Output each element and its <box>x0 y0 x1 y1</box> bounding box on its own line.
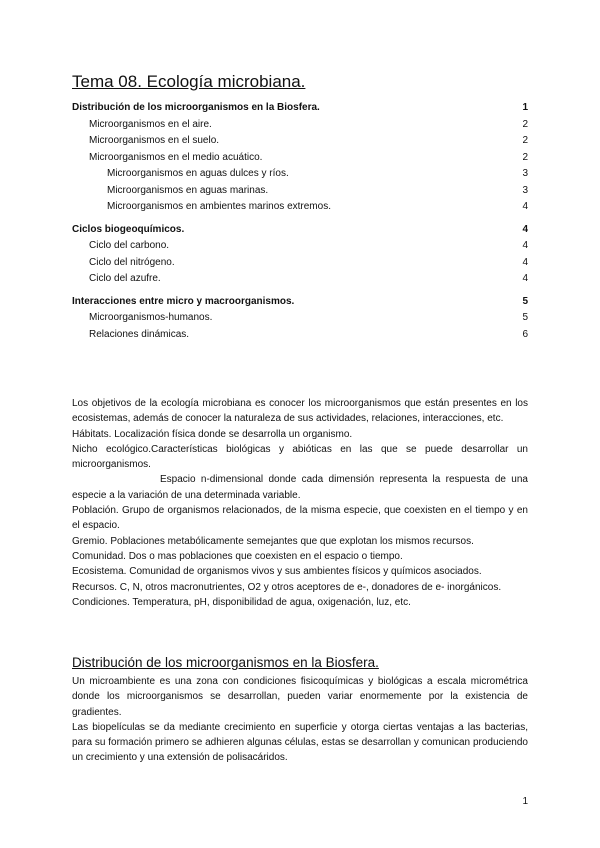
toc-entry-label: Ciclos biogeoquímicos. <box>72 223 185 235</box>
paragraph: Un microambiente es una zona con condiciones fisicoquímicas y biológicas a escala micrométrica donde los microorganismos se desarrollan, pueden variar enormemente por la existencia de gradientes. <box>72 676 528 718</box>
toc-entry[interactable] <box>72 117 528 134</box>
toc-entry-page: 4 <box>522 201 528 212</box>
toc-entry-label: Microorganismos en el aire. <box>89 118 212 130</box>
toc-entry-label: Microorganismos en ambientes marinos extremos. <box>107 201 331 212</box>
toc-entry-label: Relaciones dinámicas. <box>89 328 190 340</box>
page-title: Tema 08. Ecología microbiana. <box>72 72 306 91</box>
toc-entry-label: Interacciones entre micro y macroorganismos. <box>72 295 295 307</box>
toc-entry-page: 1 <box>522 102 528 113</box>
toc-entry-page: 2 <box>522 118 528 130</box>
toc-entry-label: Microorganismos en aguas marinas. <box>107 184 269 196</box>
toc-entry[interactable] <box>72 310 528 327</box>
toc-entry[interactable] <box>72 166 528 183</box>
toc-entry[interactable] <box>72 238 528 255</box>
paragraph: Nicho ecológico.Características biológicas y abióticas en las que se puede desarrollar un microorganismos. <box>72 443 528 471</box>
toc-entry[interactable] <box>72 271 528 288</box>
paragraph: Gremio. Poblaciones metabólicamente semejantes que que explotan los mismos recursos. <box>72 535 474 547</box>
toc-entry-label: Microorganismos-humanos. <box>89 312 213 323</box>
toc-entry-page: 4 <box>522 240 528 251</box>
toc-entry[interactable] <box>72 255 528 272</box>
toc-entry[interactable] <box>72 183 528 200</box>
toc-entry-page: 6 <box>522 328 528 340</box>
toc-entry-page: 5 <box>522 295 528 307</box>
toc-entry[interactable] <box>72 222 528 239</box>
table-of-contents <box>72 100 528 343</box>
toc-entry-label: Microorganismos en aguas dulces y ríos. <box>107 168 289 179</box>
toc-entry[interactable] <box>72 150 528 167</box>
toc-entry-label: Microorganismos en el medio acuático. <box>89 151 263 163</box>
toc-entry-label: Distribución de los microorganismos en la Biosfera. <box>72 102 320 113</box>
section-heading: Distribución de los microorganismos en la Biosfera. <box>72 655 379 670</box>
toc-entry-page: 4 <box>522 273 528 284</box>
toc-entry-label: Ciclo del nitrógeno. <box>89 256 175 268</box>
toc-entry-page: 5 <box>522 312 528 323</box>
toc-entry-page: 4 <box>522 256 528 268</box>
toc-entry-page: 2 <box>522 151 528 163</box>
toc-entry-page: 3 <box>522 168 528 179</box>
toc-entry-label: Microorganismos en el suelo. <box>89 135 220 146</box>
toc-entry[interactable] <box>72 100 528 117</box>
toc-entry-label: Ciclo del azufre. <box>89 273 161 284</box>
toc-entry[interactable] <box>72 327 528 344</box>
toc-entry-page: 3 <box>522 184 528 196</box>
paragraph: Las biopelículas se da mediante crecimiento en superficie y otorga ciertas ventajas a las bacterias, para su formación primero se adhieren algunas células, estas se desarrollan y comunican produciendo un crecimiento y una extensión de polisacáridos. <box>72 721 528 764</box>
paragraph: Los objetivos de la ecología microbiana es conocer los microorganismos que están presentes en los ecosistemas, además de conocer la naturaleza de sus actividades, relaciones, interacciones, etc. <box>72 398 528 425</box>
paragraph: Espacio n-dimensional donde cada dimensión representa la respuesta de una especie a la variación de una determinada variable. <box>72 474 528 501</box>
section-text <box>72 674 528 766</box>
paragraph: Condiciones. Temperatura, pH, disponibilidad de agua, oxigenación, luz, etc. <box>72 596 411 608</box>
paragraph: Recursos. C, N, otros macronutrientes, O2 y otros aceptores de e-, donadores de e- inorgánicos. <box>72 581 502 593</box>
toc-entry-label: Ciclo del carbono. <box>89 240 170 251</box>
toc-entry[interactable] <box>72 199 528 216</box>
paragraph: Comunidad. Dos o mas poblaciones que coexisten en el espacio o tiempo. <box>72 550 403 562</box>
paragraph: Ecosistema. Comunidad de organismos vivos y sus ambientes físicos y químicos asociados. <box>72 566 482 578</box>
toc-entry-page: 4 <box>522 223 528 235</box>
paragraph: Hábitats. Localización física donde se desarrolla un organismo. <box>72 428 353 440</box>
toc-entry[interactable] <box>72 133 528 150</box>
toc-entry-page: 2 <box>522 135 528 146</box>
paragraph: Población. Grupo de organismos relacionados, de la misma especie, que coexisten en el tiempo y en el espacio. <box>72 505 528 532</box>
toc-entry[interactable] <box>72 294 528 311</box>
page-number: 1 <box>522 796 528 807</box>
intro-text <box>72 396 528 610</box>
